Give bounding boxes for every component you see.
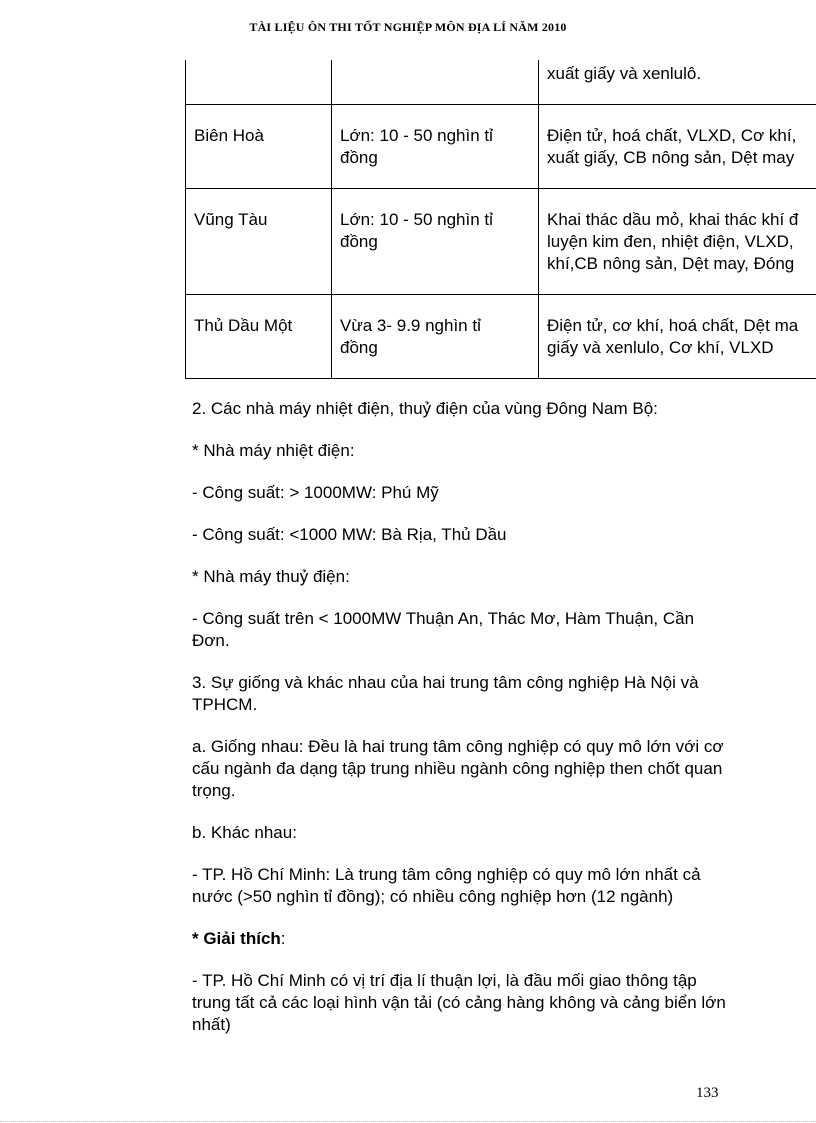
subheading: * Nhà máy nhiệt điện: [192,441,355,460]
table-cell-city [186,104,332,188]
page-number: 133 [696,1085,719,1101]
industry-center-table [185,60,816,379]
explanation-heading [192,928,732,950]
cell-line: đồng [340,231,378,251]
paragraph: a. Giống nhau: Đều là hai trung tâm công nghiệp có quy mô lớn với cơ cấu ngành đa dạng tập trung nhiều ngành công nghiệp then chốt quan trọng. [192,737,724,800]
section-heading: 3. Sự giống và khác nhau của hai trung tâm công nghiệp Hà Nội và TPHCM. [192,673,699,714]
cell-line: đồng [340,337,378,357]
table-cell-city [186,188,332,294]
cell-line: Vừa 3- 9.9 nghìn tỉ [340,315,481,335]
cell-line: Điện tử, cơ khí, hoá chất, Dệt ma [547,315,799,335]
cell-line: luyện kim đen, nhiệt điện, VLXD, [547,231,794,251]
cell-line: Điện tử, hoá chất, VLXD, Cơ khí, [547,125,797,145]
cell-line: khí,CB nông sản, Dệt may, Đóng [547,253,795,273]
table-row [186,60,816,104]
table-cell-industries [539,294,816,378]
table-row [186,188,816,294]
cell-line: Lớn: 10 - 50 nghìn tỉ [340,125,493,145]
list-item: - Công suất: <1000 MW: Bà Rịa, Thủ Dầu [192,525,507,544]
cell-line: Biên Hoà [194,125,264,145]
page-header: TÀI LIỆU ÔN THI TỐT NGHIỆP MÔN ĐỊA LÍ NĂM 2010 [249,20,567,34]
table-cell-city [186,60,332,104]
table-cell-industries [539,104,816,188]
body-text [192,398,732,1056]
table-cell-scale [332,188,539,294]
section-heading: 2. Các nhà máy nhiệt điện, thuỷ điện của vùng Đông Nam Bộ: [192,399,658,418]
cell-line: Thủ Dầu Một [194,315,293,335]
table-cell-industries [539,60,816,104]
list-item: - TP. Hồ Chí Minh có vị trí địa lí thuận lợi, là đầu mối giao thông tập trung tất cả các loại hình vận tải (có cảng hàng không và cảng biển lớn nhất) [192,971,726,1034]
list-item: - Công suất: > 1000MW: Phú Mỹ [192,483,439,502]
table-cell-scale [332,60,539,104]
list-item: - Công suất trên < 1000MW Thuận An, Thác Mơ, Hàm Thuận, Cần Đơn. [192,609,695,650]
table-cell-scale [332,104,539,188]
list-item: - TP. Hồ Chí Minh: Là trung tâm công nghiệp có quy mô lớn nhất cả nước (>50 nghìn tỉ đồng); có nhiều công nghiệp hơn (12 ngành) [192,865,701,906]
cell-line: Khai thác dầu mỏ, khai thác khí đ [547,209,799,229]
table-cell-scale [332,294,539,378]
bottom-rule [0,1121,816,1122]
cell-line: Vũng Tàu [194,209,268,229]
table-row [186,294,816,378]
explanation-colon: : [280,929,286,948]
cell-line: Lớn: 10 - 50 nghìn tỉ [340,209,493,229]
subheading: * Nhà máy thuỷ điện: [192,567,350,586]
table-cell-industries [539,188,816,294]
table-row [186,104,816,188]
explanation-label: * Giải thích [192,929,281,948]
table-cell-city [186,294,332,378]
cell-line: giấy và xenlulo, Cơ khí, VLXD [547,337,774,357]
subheading: b. Khác nhau: [192,823,297,842]
cell-line: xuất giấy, CB nông sản, Dệt may [547,147,795,167]
cell-line: đồng [340,147,378,167]
cell-line: xuất giấy và xenlulô. [547,64,702,83]
